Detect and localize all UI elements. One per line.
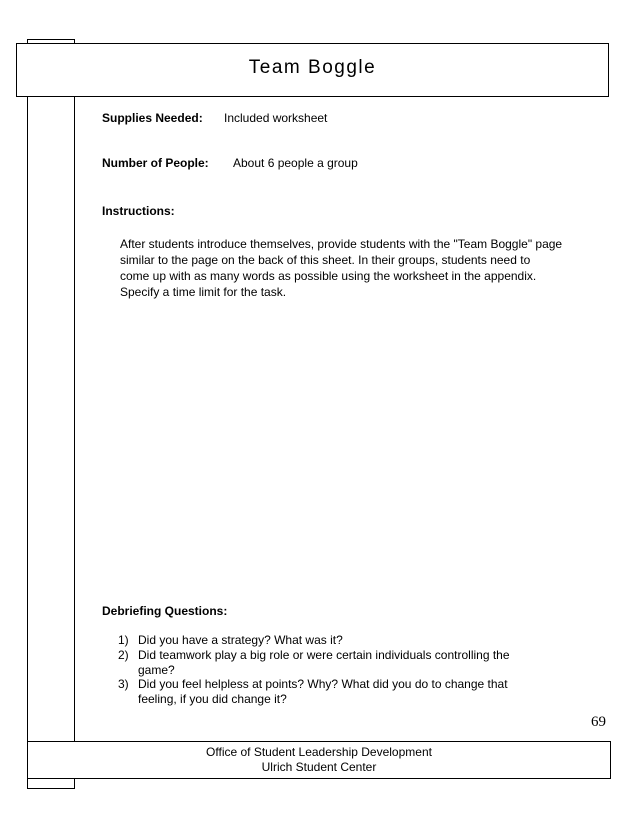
frame-inner-line — [74, 39, 75, 789]
debrief-question-3 — [118, 677, 508, 707]
question-number: 3) — [118, 677, 129, 691]
question-line: Did teamwork play a big role or were certain individuals controlling the — [138, 648, 510, 662]
instructions-label: Instructions: — [102, 204, 175, 218]
instructions-line: similar to the page on the back of this sheet. In their groups, students need to — [120, 253, 531, 267]
question-number: 2) — [118, 648, 129, 662]
frame-top-tab — [27, 39, 75, 40]
debrief-question-1 — [118, 633, 343, 648]
debrief-label: Debriefing Questions: — [102, 604, 228, 618]
footer — [27, 741, 611, 779]
instructions-line: Specify a time limit for the task. — [120, 285, 287, 299]
instructions-text — [120, 236, 590, 300]
people-label: Number of People: — [102, 156, 209, 170]
question-line: game? — [138, 663, 175, 677]
people-value: About 6 people a group — [233, 156, 358, 170]
question-number: 1) — [118, 633, 129, 647]
debrief-question-2 — [118, 648, 510, 678]
supplies-value: Included worksheet — [224, 111, 328, 125]
page-number: 69 — [591, 714, 606, 730]
question-line: Did you feel helpless at points? Why? What did you do to change that — [138, 677, 508, 691]
frame-left-line — [27, 39, 28, 789]
page-title: Team Boggle — [248, 57, 377, 78]
instructions-line: come up with as many words as possible using the worksheet in the appendix. — [120, 269, 537, 283]
question-line: feeling, if you did change it? — [138, 692, 287, 706]
frame-bottom-tab — [27, 788, 75, 789]
supplies-label: Supplies Needed: — [102, 111, 203, 125]
instructions-line: After students introduce themselves, provide students with the "Team Boggle" page — [120, 237, 563, 251]
question-line: Did you have a strategy? What was it? — [138, 633, 343, 647]
footer-line-center: Ulrich Student Center — [261, 760, 377, 774]
footer-line-office: Office of Student Leadership Development — [206, 745, 432, 759]
